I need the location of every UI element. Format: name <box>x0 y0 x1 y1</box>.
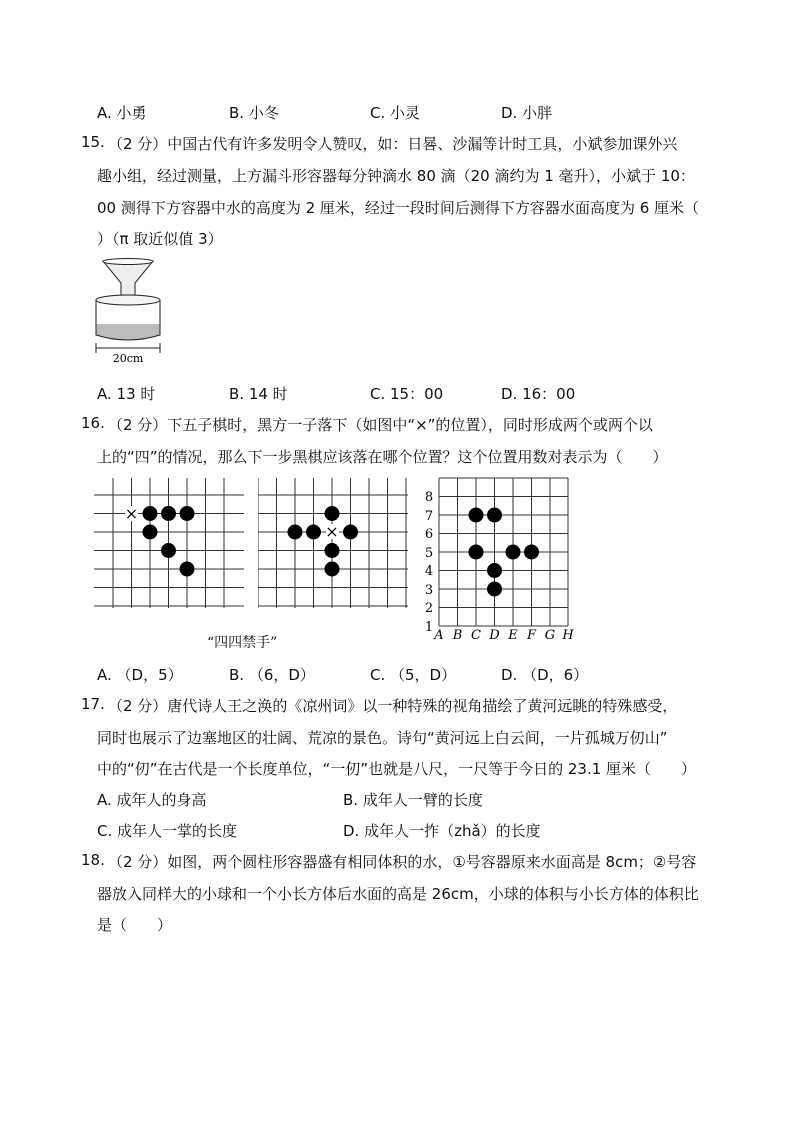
gomoku-board-coordinates <box>422 472 582 642</box>
q14-option-c: C. 小灵 <box>370 104 421 122</box>
q14-option-b: B. 小冬 <box>229 104 279 122</box>
q14-option-a: A. 小勇 <box>97 104 147 122</box>
q15-line-4: ）（π 取近似值 3） <box>97 230 223 248</box>
q15-option-d: D. 16：00 <box>501 385 576 403</box>
funnel-container-figure <box>88 258 168 368</box>
q15-option-c: C. 15：00 <box>370 385 444 403</box>
q16-number: 16. <box>81 414 105 432</box>
x-label-g: G <box>544 628 556 642</box>
q17-line-2: 同时也展示了边塞地区的壮阔、荒凉的景色。诗句“黄河远上白云间，一片孤城万仞山” <box>97 729 668 747</box>
q15-line-3: 00 测得下方容器中水的高度为 2 厘米，经过一段时间后测得下方容器水面高度为 6 厘米（ <box>97 199 700 217</box>
black-stone <box>487 563 502 578</box>
q17-line-3: 中的“仞”在古代是一个长度单位，“一仞”也就是八尺，一尺等于今日的 23.1 厘米（ ） <box>97 760 697 778</box>
black-stone <box>524 545 539 560</box>
y-label-7: 7 <box>424 509 434 524</box>
black-stone <box>325 543 340 558</box>
q16-option-b: B. （6，D） <box>229 666 315 684</box>
y-label-8: 8 <box>424 490 434 505</box>
black-stone <box>180 562 195 577</box>
q15-line-2: 趣小组，经过测量，上方漏斗形容器每分钟滴水 80 滴（20 滴约为 1 毫升），小斌于 10： <box>97 167 695 185</box>
q16-line-2: 上的“四”的情况，那么下一步黑棋应该落在哪个位置？这个位置用数对表示为（ ） <box>97 448 668 466</box>
q18-number: 18. <box>81 851 105 869</box>
gomoku-board-1 <box>94 478 244 608</box>
x-label-h: H <box>562 628 574 642</box>
q17-option-a: A. 成年人的身高 <box>97 791 207 809</box>
cross-marker: × <box>124 504 139 523</box>
black-stone <box>288 525 303 540</box>
y-label-4: 4 <box>424 564 434 579</box>
q17-option-c: C. 成年人一掌的长度 <box>97 822 238 840</box>
black-stone <box>161 506 176 521</box>
y-label-2: 2 <box>424 601 434 616</box>
black-stone <box>143 506 158 521</box>
black-stone <box>180 506 195 521</box>
q16-line-1: （2 分）下五子棋时，黑方一子落下（如图中“×”的位置），同时形成两个或两个以 <box>108 416 653 434</box>
x-label-b: B <box>452 628 463 642</box>
gomoku-board-2 <box>258 478 408 608</box>
q15-line-1: （2 分）中国古代有许多发明令人赞叹，如：日晷、沙漏等计时工具，小斌参加课外兴 <box>108 135 678 153</box>
q17-option-b: B. 成年人一臂的长度 <box>343 791 483 809</box>
q15-option-a: A. 13 时 <box>97 385 156 403</box>
x-label-f: F <box>526 628 537 642</box>
black-stone <box>143 525 158 540</box>
y-label-6: 6 <box>424 527 434 542</box>
q17-line-1: （2 分）唐代诗人王之涣的《凉州词》以一种特殊的视角描绘了黄河远眺的特殊感受， <box>108 697 678 715</box>
black-stone <box>306 525 321 540</box>
board-caption: “四四禁手” <box>207 635 278 651</box>
x-label-e: E <box>508 628 518 642</box>
black-stone <box>325 506 340 521</box>
q16-option-d: D. （D，6） <box>501 666 589 684</box>
black-stone <box>161 543 176 558</box>
x-label-d: D <box>489 628 500 642</box>
q14-option-d: D. 小胖 <box>501 104 553 122</box>
black-stone <box>506 545 521 560</box>
x-label-a: A <box>434 628 444 642</box>
q15-option-b: B. 14 时 <box>229 385 288 403</box>
cross-marker: × <box>325 522 339 541</box>
x-label-c: C <box>471 628 481 642</box>
y-label-5: 5 <box>424 546 434 561</box>
q18-line-1: （2 分）如图，两个圆柱形容器盛有相同体积的水，①号容器原来水面高是 8cm；②号容 <box>108 853 697 871</box>
y-label-3: 3 <box>424 583 434 598</box>
black-stone <box>325 562 340 577</box>
q17-number: 17. <box>81 695 105 713</box>
black-stone <box>343 525 358 540</box>
q18-line-3: 是（ ） <box>97 916 173 934</box>
q16-option-a: A. （D，5） <box>97 666 183 684</box>
q15-number: 15. <box>81 133 105 151</box>
q16-option-c: C. （5，D） <box>370 666 457 684</box>
black-stone <box>469 545 484 560</box>
y-label-1: 1 <box>424 620 434 635</box>
dimension-label: 20cm <box>112 352 144 365</box>
black-stone <box>469 508 484 523</box>
black-stone <box>487 582 502 597</box>
q18-line-2: 器放入同样大的小球和一个小长方体后水面的高是 26cm，小球的体积与小长方体的体积比 <box>97 885 699 903</box>
q17-option-d: D. 成年人一拃（zhǎ）的长度 <box>343 822 541 840</box>
black-stone <box>487 508 502 523</box>
